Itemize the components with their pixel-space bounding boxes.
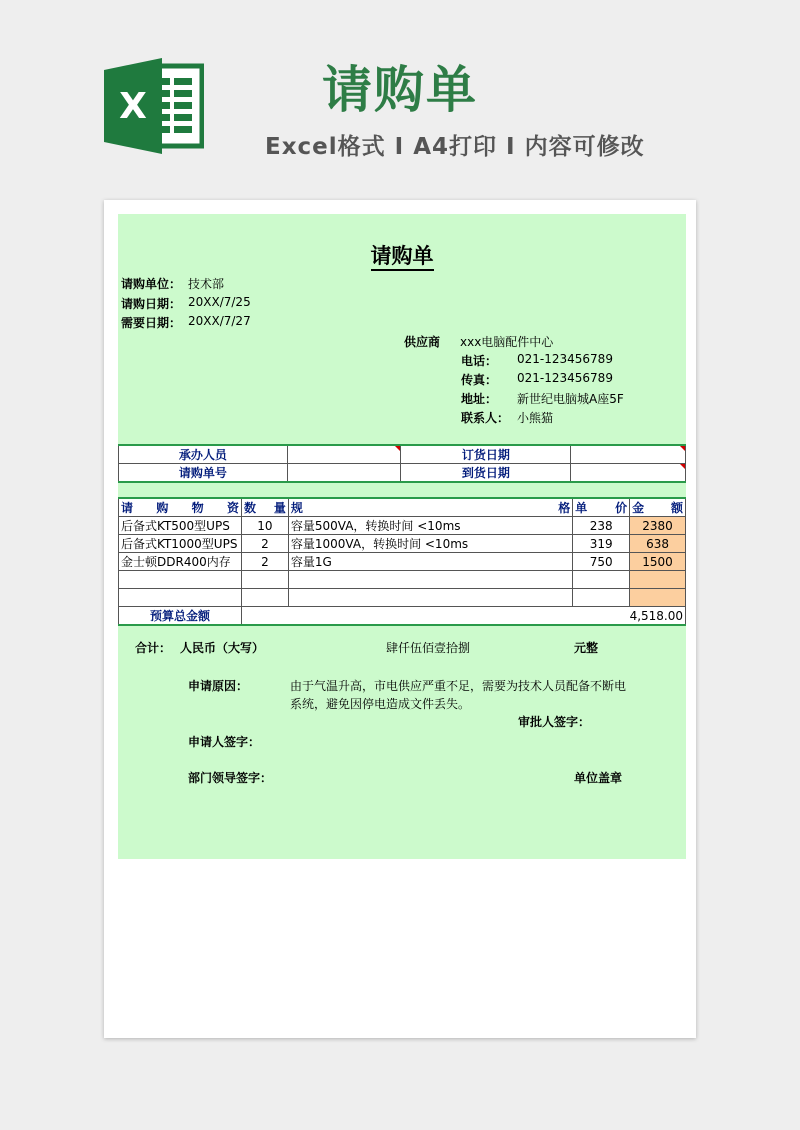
total-value[interactable]: 4,518.00 [241,607,685,626]
empty-cell[interactable] [119,589,242,607]
excel-logo-icon [104,58,204,154]
order-info-table [118,444,686,483]
total-label: 预算总金额 [119,607,242,626]
order-date-label: 订货日期 [401,445,571,464]
arrival-date-label: 到货日期 [401,464,571,483]
item-amount[interactable]: 2380 [630,517,686,535]
yuan-label: 元整 [574,641,599,655]
approver-signature-label: 审批人签字： [518,715,591,729]
empty-cell[interactable] [241,571,288,589]
document-title: 请购单 [118,240,686,270]
item-price[interactable]: 750 [573,553,630,571]
handler-input[interactable] [287,445,401,464]
empty-cell[interactable] [288,571,572,589]
table-row [119,553,686,571]
order-no-input[interactable] [287,464,401,483]
contact-value[interactable]: 小熊猫 [517,411,554,425]
header-amount: 金 额 [630,498,686,517]
item-name[interactable]: 金士顿DDR400内存 [119,553,242,571]
header-spec: 规 格 [288,498,572,517]
empty-cell[interactable] [119,571,242,589]
banner-subtitle: Excel格式 I A4打印 I 内容可修改 [265,134,645,160]
table-row [119,535,686,553]
banner-title: 请购单 [322,61,478,119]
table-row-empty [119,571,686,589]
reason-line-1[interactable]: 由于气温升高，市电供应严重不足，需要为技术人员配备不断电 [290,679,627,693]
fax-value[interactable]: 021-123456789 [517,371,613,385]
dept-leader-signature-label: 部门领导签字： [188,771,273,785]
header-quantity: 数 量 [241,498,288,517]
order-no-label: 请购单号 [119,464,288,483]
request-date-label: 请购日期： [121,297,182,311]
spreadsheet-area [118,214,686,859]
header-material: 请 购 物 资 [119,498,242,517]
paper-page [104,200,696,1038]
item-amount[interactable]: 638 [630,535,686,553]
supplier-name[interactable]: xxx电脑配件中心 [460,335,554,349]
empty-cell[interactable] [573,589,630,607]
item-name[interactable]: 后备式KT1000型UPS [119,535,242,553]
item-spec[interactable]: 容量1G [288,553,572,571]
address-value[interactable]: 新世纪电脑城A座5F [517,392,624,406]
supplier-label: 供应商 [404,335,441,349]
items-table [118,497,686,626]
rmb-label: 人民币（大写） [180,641,265,655]
handler-label: 承办人员 [119,445,288,464]
rmb-amount-words[interactable]: 肆仟伍佰壹拾捌 [386,641,471,655]
item-spec[interactable]: 容量1000VA，转换时间 <10ms [288,535,572,553]
dept-value[interactable]: 技术部 [188,277,225,291]
dept-label: 请购单位： [121,277,182,291]
item-name[interactable]: 后备式KT500型UPS [119,517,242,535]
table-row-empty [119,589,686,607]
empty-amount-cell[interactable] [630,571,686,589]
sum-label: 合计： [135,641,172,655]
phone-label: 电话： [461,354,498,368]
item-qty[interactable]: 10 [241,517,288,535]
svg-text:X: X [119,86,147,127]
empty-cell[interactable] [241,589,288,607]
need-date-label: 需要日期： [121,316,182,330]
applicant-signature-label: 申请人签字： [188,735,261,749]
request-date-value[interactable]: 20XX/7/25 [188,295,251,309]
empty-amount-cell[interactable] [630,589,686,607]
need-date-value[interactable]: 20XX/7/27 [188,314,251,328]
item-price[interactable]: 238 [573,517,630,535]
reason-label: 申请原因： [188,679,249,693]
reason-line-2[interactable]: 系统，避免因停电造成文件丢失。 [290,697,471,711]
items-header-row [119,498,686,517]
address-label: 地址： [461,392,498,406]
fax-label: 传真： [461,373,498,387]
item-price[interactable]: 319 [573,535,630,553]
total-row [119,607,686,626]
arrival-date-input[interactable] [571,464,686,483]
seal-label: 单位盖章 [574,771,623,785]
empty-cell[interactable] [573,571,630,589]
item-spec[interactable]: 容量500VA，转换时间 <10ms [288,517,572,535]
contact-label: 联系人： [461,411,510,425]
phone-value[interactable]: 021-123456789 [517,352,613,366]
order-date-input[interactable] [571,445,686,464]
item-amount[interactable]: 1500 [630,553,686,571]
empty-cell[interactable] [288,589,572,607]
header-price: 单 价 [573,498,630,517]
item-qty[interactable]: 2 [241,553,288,571]
table-row [119,517,686,535]
item-qty[interactable]: 2 [241,535,288,553]
